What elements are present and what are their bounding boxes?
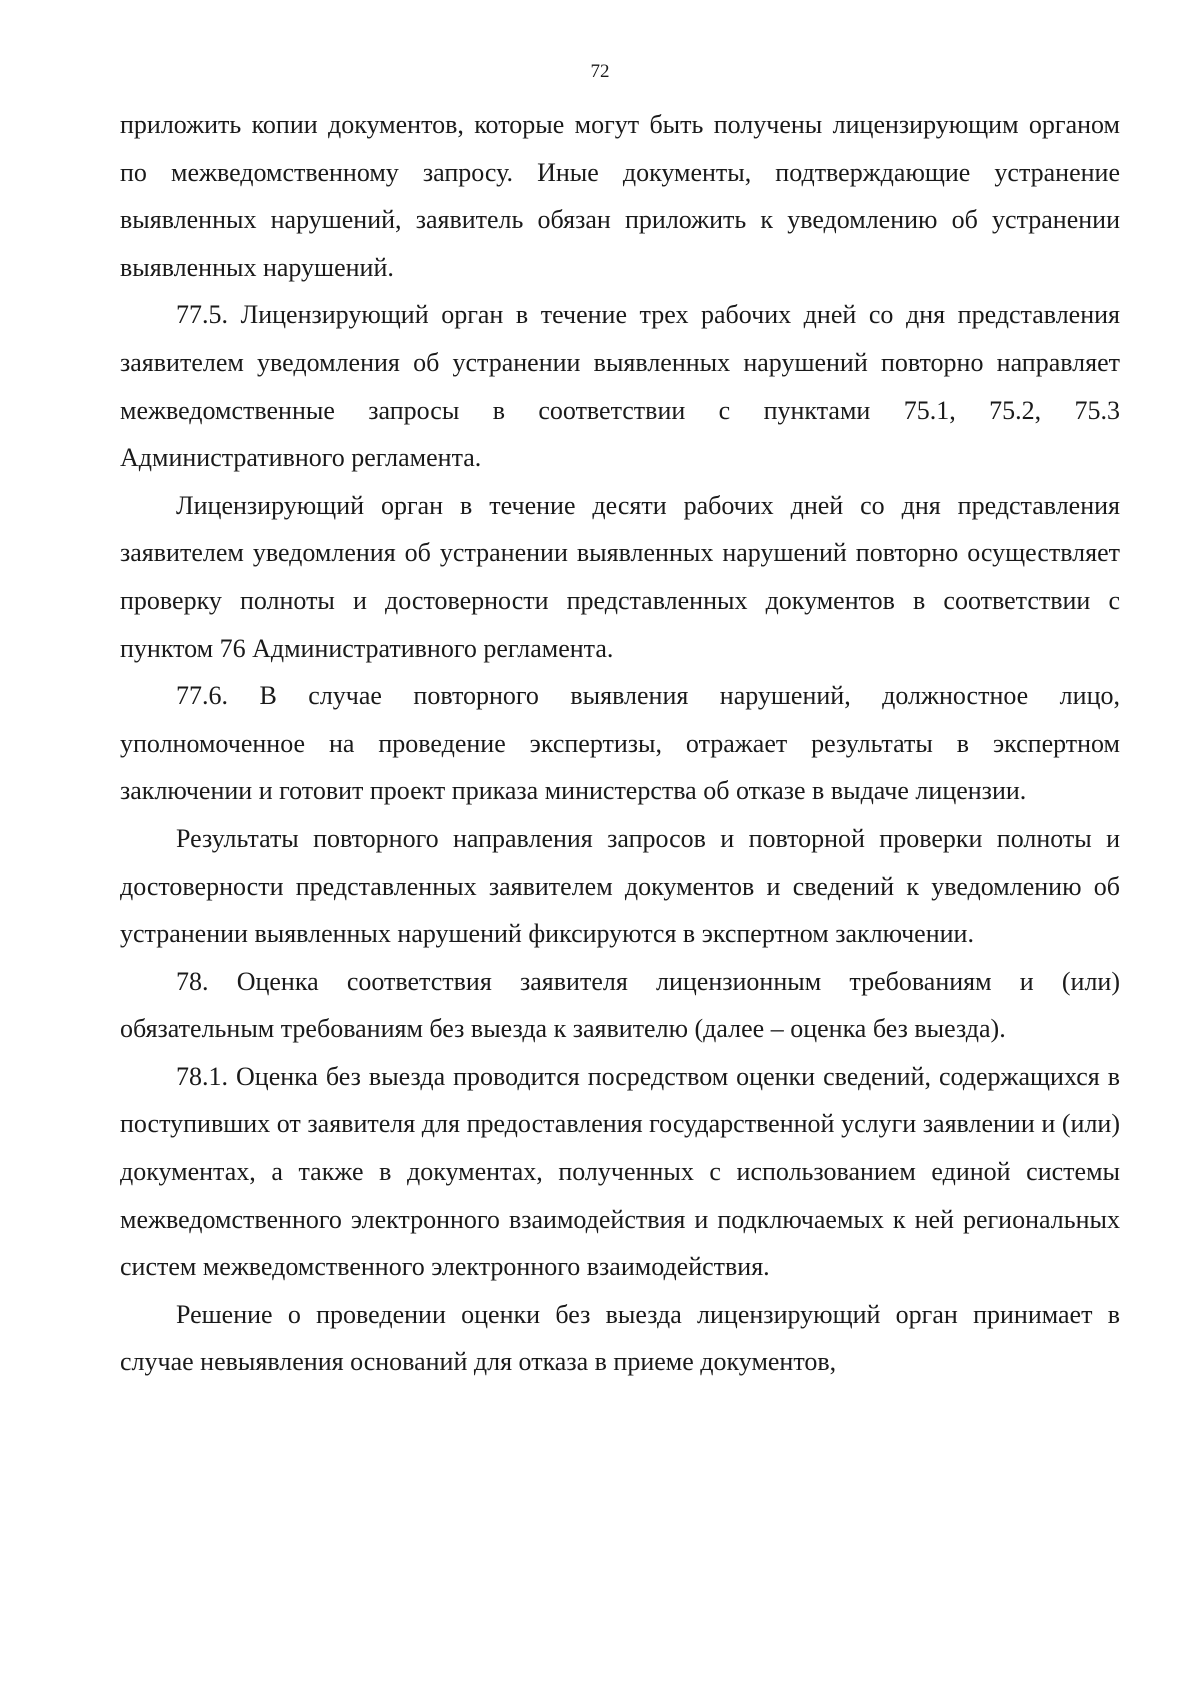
paragraph-77-6: 77.6. В случае повторного выявления нарушений, должностное лицо, уполномоченное на проведение экспертизы, отражает результаты в экспертном заключении и готовит проект приказа министерства об отказе в выдаче лицензии. (120, 681, 1120, 806)
page-number: 72 (590, 61, 610, 82)
paragraph-78-1: 78.1. Оценка без выезда проводится посредством оценки сведений, содержащихся в поступивших от заявителя для предоставления государственной услуги заявлении и (или) документах, а также в документах, полученных с использованием единой системы межведомственного электронного взаимодействия и подключаемых к ней региональных систем межведомственного электронного взаимодействия. (120, 1061, 1120, 1282)
paragraph-results: Результаты повторного направления запросов и повторной проверки полноты и достоверности представленных заявителем документов и сведений к уведомлению об устранении выявленных нарушений фиксируются в экспертном заключении. (120, 823, 1120, 949)
paragraph-78: 78. Оценка соответствия заявителя лицензионным требованиям и (или) обязательным требованиям без выезда к заявителю (далее – оценка без выезда). (120, 966, 1120, 1044)
paragraph-recheck: Лицензирующий орган в течение десяти рабочих дней со дня представления заявителем уведомления об устранении выявленных нарушений повторно осуществляет проверку полноты и достоверности представленных документов в соответствии с пунктом 76 Административного регламента. (120, 490, 1120, 663)
paragraph-decision: Решение о проведении оценки без выезда лицензирующий орган принимает в случае невыявления оснований для отказа в приеме документов, (120, 1299, 1120, 1377)
paragraph-77-5: 77.5. Лицензирующий орган в течение трех рабочих дней со дня представления заявителем уведомления об устранении выявленных нарушений повторно направляет межведомственные запросы в соответствии с пунктами 75.1, 75.2, 75.3 Административного регламента. (120, 300, 1120, 473)
document-body (120, 101, 1120, 1386)
paragraph-continuation: приложить копии документов, которые могут быть получены лицензирующим органом по межведомственному запросу. Иные документы, подтверждающие устранение выявленных нарушений, заявитель обязан приложить к уведомлению об устранении выявленных нарушений. (120, 110, 1120, 282)
